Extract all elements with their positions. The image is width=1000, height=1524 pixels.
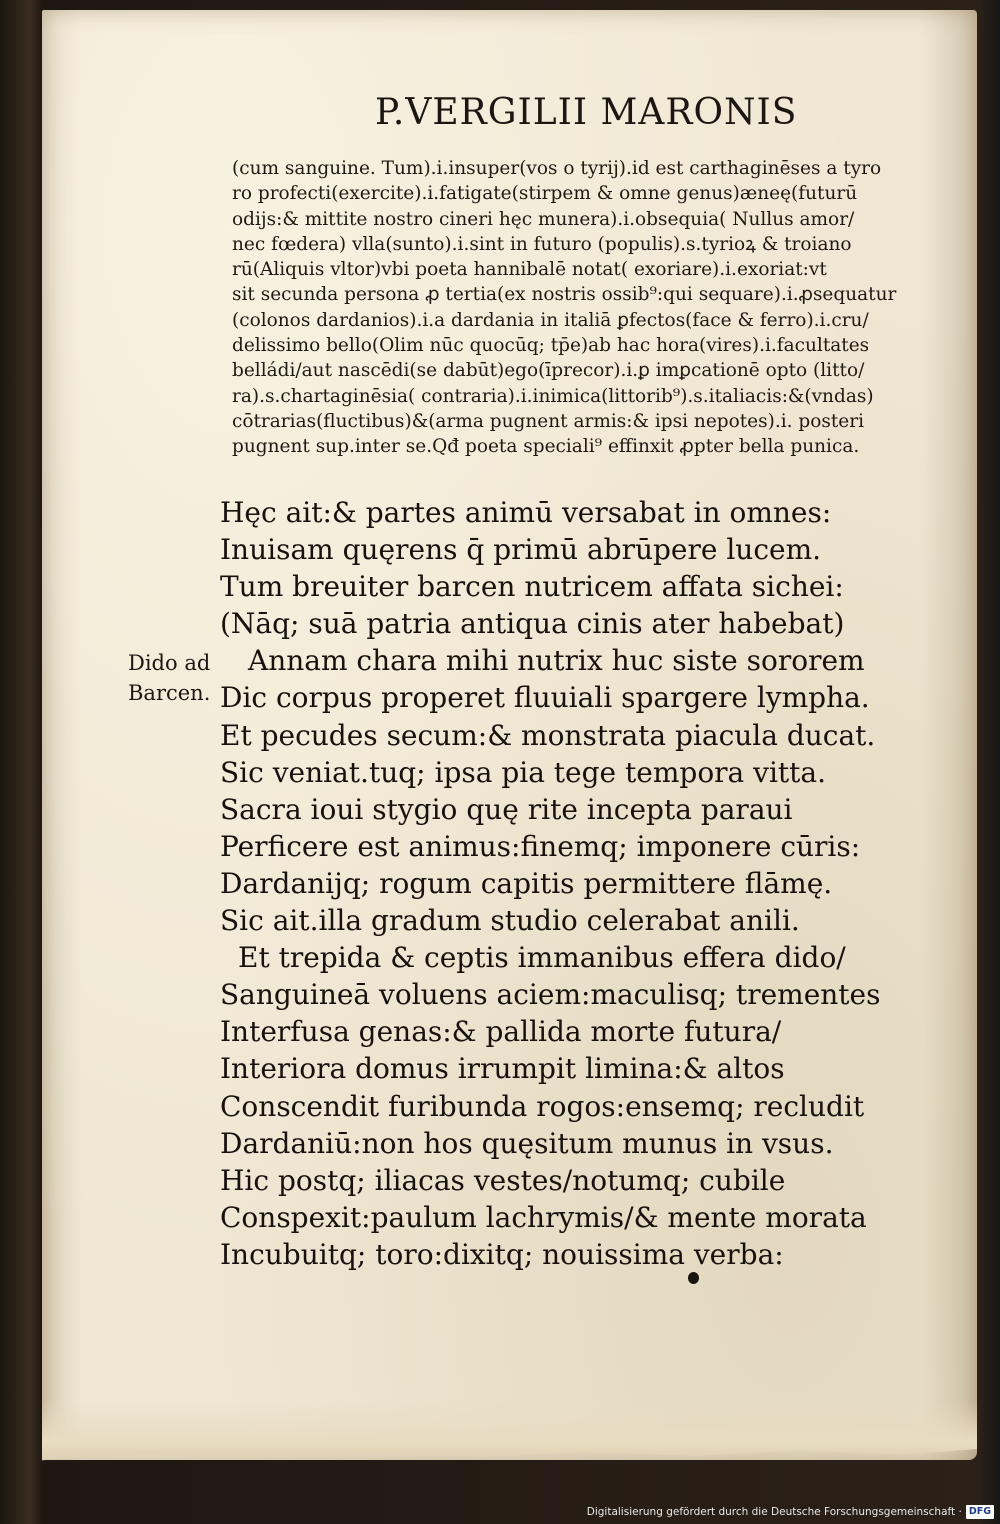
- verse-line: Sanguineā voluens aciem:maculisq; trementes: [220, 978, 881, 1012]
- commentary-line: ro profecti(exercite).i.fatigate(stirpem & omne genus)æneę(futurū: [232, 183, 858, 205]
- credit-text: Digitalisierung gefördert durch die Deutsche Forschungsgemeinschaft ·: [586, 1506, 962, 1518]
- commentary-line: (colonos dardanios).i.a dardania in italiā ꝑfectos(face & ferro).i.cru/: [232, 309, 869, 331]
- verse-block: [220, 494, 920, 1273]
- marginal-note: [128, 648, 210, 708]
- verse-line: Hęc ait:& partes animū versabat in omnes:: [220, 496, 832, 529]
- verse-line: Hic postq; iliacas vestes/notumq; cubile: [220, 1163, 786, 1197]
- commentary-line: rū(Aliquis vltor)vbi poeta hannibalē notat( exoriare).i.exoriat:vt: [232, 259, 827, 281]
- digitization-credit: [587, 1504, 994, 1520]
- commentary-line: cōtrarias(fluctibus)&(arma pugnent armis:& ipsi nepotes).i. posteri: [232, 410, 865, 432]
- commentary-line: (cum sanguine. Tum).i.insuper(vos o tyrij).id est carthaginēses a tyro: [232, 158, 882, 179]
- verse-line: Dardanijq; rogum capitis permittere flāmę.: [220, 866, 833, 900]
- verse-line: Conscendit furibunda rogos:ensemq; recludit: [220, 1089, 865, 1123]
- commentary-line: odijs:& mittite nostro cineri hęc munera).i.obsequia( Nullus amor/: [232, 208, 855, 230]
- ink-dot: [688, 1272, 699, 1284]
- verse-line: Inuisam quęrens q̄ primū abrūpere lucem.: [220, 533, 822, 567]
- verse-line: Interiora domus irrumpit limina:& altos: [220, 1052, 785, 1086]
- verse-line: Sacra ioui stygio quę rite incepta paraui: [220, 792, 793, 826]
- running-head: P.VERGILII MARONIS: [375, 92, 798, 133]
- verse-line: Dardaniū:non hos quęsitum munus in vsus.: [220, 1126, 834, 1160]
- commentary-line: belládi/aut nascēdi(se dabūt)ego(īprecor).i.ꝑ imꝑcationē opto (litto/: [232, 360, 865, 382]
- verse-line: (Nāq; suā patria antiqua cinis ater habebat): [220, 607, 845, 641]
- verse-line: Et trepida & ceptis immanibus effera dido/: [238, 941, 846, 975]
- verse-line: Annam chara mihi nutrix huc siste sororem: [248, 644, 865, 678]
- verse-line: Interfusa genas:& pallida morte futura/: [220, 1015, 782, 1049]
- verse-line: Et pecudes secum:& monstrata piacula ducat.: [220, 718, 876, 752]
- verse-line: Sic ait.illa gradum studio celerabat anili.: [220, 904, 800, 938]
- verse-line: Perficere est animus:finemq; imponere cūris:: [220, 829, 861, 863]
- commentary-line: delissimo bello(Olim nūc quocūq; tp̄e)ab hac hora(vires).i.facultates: [232, 335, 870, 357]
- commentary-line: pugnent sup.inter se.Qđ poeta speciali⁹ effinxit ꝓpter bella punica.: [232, 436, 860, 458]
- verse-line: Conspexit:paulum lachrymis/& mente morata: [220, 1200, 867, 1234]
- verse-line: Dic corpus properet fluuiali spargere lympha.: [220, 681, 870, 715]
- marginal-note-line: Barcen.: [128, 681, 211, 705]
- commentary-block: [232, 156, 944, 460]
- commentary-line: ra).s.chartaginēsia( contraria).i.inimica(littorib⁹).s.italiacis:&(vndas): [232, 385, 874, 407]
- verse-line: Incubuitq; toro:dixitq; nouissima verba:: [220, 1237, 784, 1271]
- marginal-note-line: Dido ad: [128, 651, 211, 675]
- verse-line: Sic veniat.tuq; ipsa pia tege tempora vitta.: [220, 755, 827, 789]
- dfg-logo-icon: DFG: [966, 1505, 994, 1519]
- verse-line: Tum breuiter barcen nutricem affata sichei:: [220, 570, 844, 604]
- commentary-line: nec fœdera) vlla(sunto).i.sint in futuro (populis).s.tyrioꝝ & troiano: [232, 233, 852, 255]
- commentary-line: sit secunda persona ꝓ tertia(ex nostris ossib⁹:qui sequare).i.ꝓsequatur: [232, 284, 897, 306]
